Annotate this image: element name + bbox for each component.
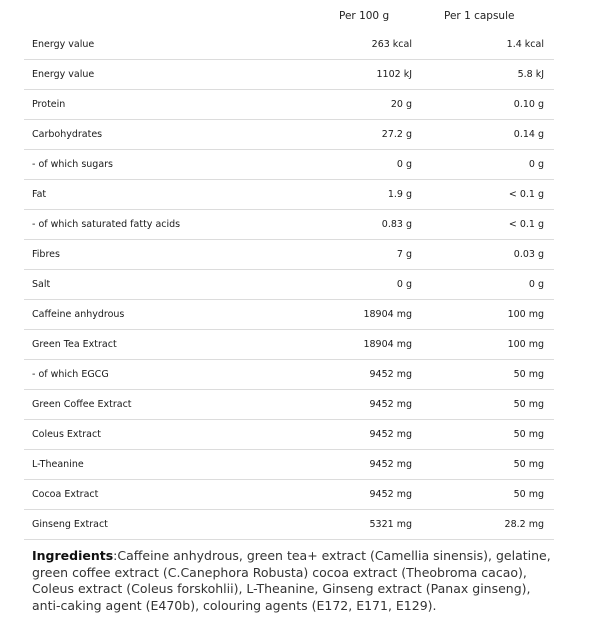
value-per-capsule: 5.8 kJ	[517, 69, 544, 80]
nutrient-name: Coleus Extract	[32, 429, 101, 440]
value-per-capsule: < 0.1 g	[508, 189, 544, 200]
value-per-100g: 18904 mg	[363, 309, 412, 320]
table-row	[24, 210, 554, 240]
table-row	[24, 450, 554, 480]
ingredients-label: Ingredients	[32, 548, 114, 563]
table-row	[24, 270, 554, 300]
value-per-capsule: 0.03 g	[513, 249, 544, 260]
value-per-capsule: 50 mg	[513, 489, 544, 500]
value-per-capsule: 0.10 g	[513, 99, 544, 110]
value-per-100g: 20 g	[390, 99, 412, 110]
header-per-100g: Per 100 g	[339, 10, 390, 22]
table-row	[24, 390, 554, 420]
value-per-capsule: 50 mg	[513, 429, 544, 440]
value-per-100g: 9452 mg	[369, 459, 412, 470]
value-per-capsule: 28.2 mg	[504, 519, 544, 530]
ingredients-paragraph	[32, 548, 552, 614]
nutrient-name: - of which EGCG	[32, 369, 109, 380]
nutrient-name: Green Coffee Extract	[32, 399, 132, 410]
nutrient-name: Energy value	[32, 39, 95, 50]
table-row	[24, 30, 554, 60]
table-row	[24, 510, 554, 540]
nutrient-name: Fat	[32, 189, 47, 200]
nutrient-name: Energy value	[32, 69, 95, 80]
value-per-100g: 0.83 g	[381, 219, 412, 230]
value-per-capsule: 0.14 g	[513, 129, 544, 140]
table-row	[24, 480, 554, 510]
value-per-capsule: 1.4 kcal	[506, 39, 544, 50]
nutrient-name: - of which saturated fatty acids	[32, 219, 181, 230]
value-per-100g: 5321 mg	[369, 519, 412, 530]
value-per-capsule: 100 mg	[507, 339, 544, 350]
table-row	[24, 180, 554, 210]
value-per-100g: 9452 mg	[369, 429, 412, 440]
value-per-capsule: 50 mg	[513, 459, 544, 470]
table-row	[24, 90, 554, 120]
value-per-capsule: 50 mg	[513, 369, 544, 380]
ingredients-text: :Caffeine anhydrous, green tea+ extract (Camellia sinensis), gelatine, green coffee extract (C.Canephora Robusta) cocoa extract (Theobroma cacao), Coleus extract (Coleus forskohlii), L-Theanine, Ginseng extract (Panax ginseng), anti-caking agent (E470b), colouring agents (E172, E171, E129).	[32, 548, 551, 613]
nutrient-name: Caffeine anhydrous	[32, 309, 125, 320]
value-per-capsule: 100 mg	[507, 309, 544, 320]
value-per-100g: 18904 mg	[363, 339, 412, 350]
value-per-capsule: 0 g	[528, 279, 544, 290]
nutrient-name: Protein	[32, 99, 66, 110]
nutrient-name: Ginseng Extract	[32, 519, 108, 530]
table-row	[24, 120, 554, 150]
table-row	[24, 240, 554, 270]
table-row	[24, 330, 554, 360]
value-per-100g: 7 g	[396, 249, 412, 260]
nutrient-name: - of which sugars	[32, 159, 113, 170]
header-per-capsule: Per 1 capsule	[444, 10, 515, 22]
nutrient-name: Green Tea Extract	[32, 339, 117, 350]
value-per-capsule: 50 mg	[513, 399, 544, 410]
table-header	[24, 0, 554, 30]
nutrient-name: Carbohydrates	[32, 129, 103, 140]
value-per-100g: 9452 mg	[369, 489, 412, 500]
nutrient-name: Salt	[32, 279, 51, 290]
table-row	[24, 300, 554, 330]
value-per-capsule: 0 g	[528, 159, 544, 170]
nutrient-name: L-Theanine	[32, 459, 84, 470]
nutrient-name: Cocoa Extract	[32, 489, 99, 500]
table-row	[24, 420, 554, 450]
value-per-100g: 1102 kJ	[376, 69, 412, 80]
value-per-capsule: < 0.1 g	[508, 219, 544, 230]
value-per-100g: 27.2 g	[381, 129, 412, 140]
table-body	[24, 30, 554, 540]
nutrition-table	[24, 0, 554, 540]
nutrient-name: Fibres	[32, 249, 60, 260]
value-per-100g: 0 g	[396, 279, 412, 290]
value-per-100g: 1.9 g	[387, 189, 412, 200]
table-row	[24, 360, 554, 390]
table-row	[24, 150, 554, 180]
value-per-100g: 9452 mg	[369, 399, 412, 410]
table-row	[24, 60, 554, 90]
value-per-100g: 9452 mg	[369, 369, 412, 380]
value-per-100g: 0 g	[396, 159, 412, 170]
value-per-100g: 263 kcal	[371, 39, 412, 50]
